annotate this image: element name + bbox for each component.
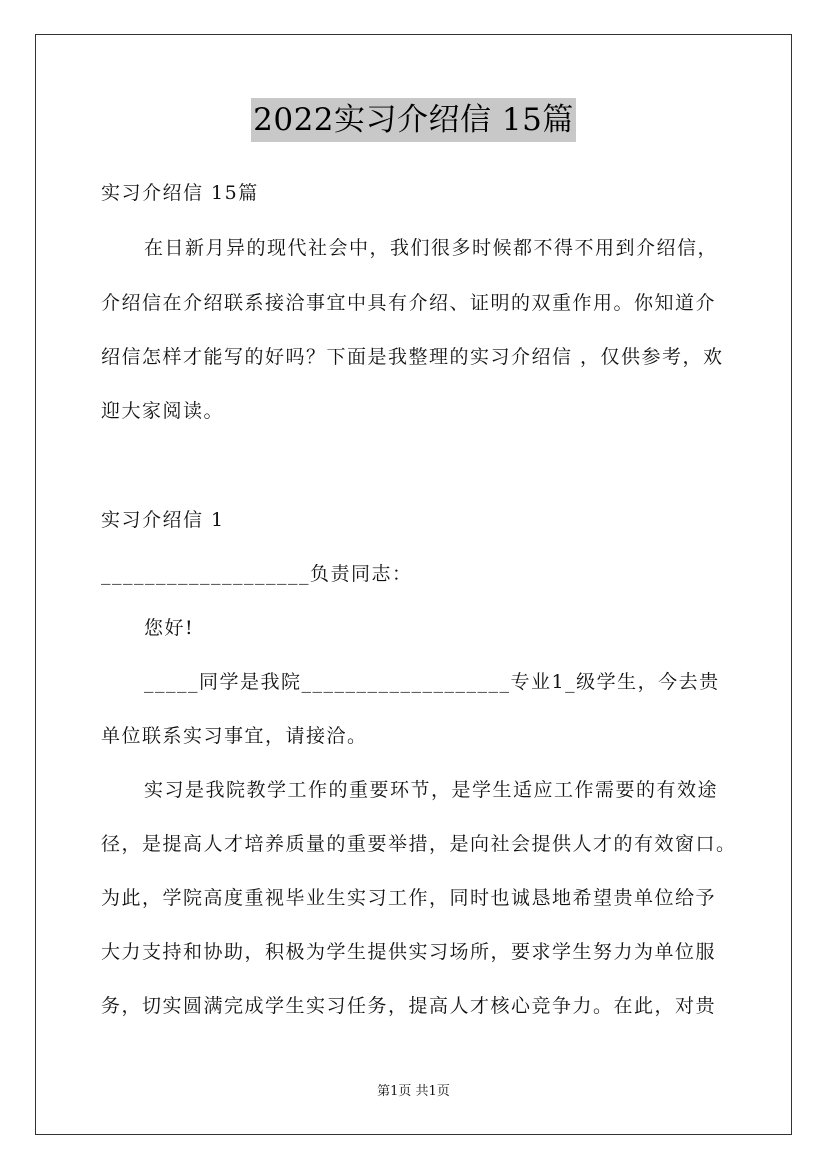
intro-line: 在日新月异的现代社会中，我们很多时候都不得不用到介绍信， [144,237,719,259]
body-line: 单位联系实习事宜，请接洽。 [101,725,368,747]
title-container [0,98,827,142]
intro-line: 迎大家阅读。 [101,400,225,422]
intro-line: 介绍信在介绍联系接洽事宜中具有介绍、证明的双重作用。你知道介 [101,292,717,314]
body-line: 务，切实圆满完成学生实习任务，提高人才核心竞争力。在此，对贵 [101,995,717,1017]
body-line: 实习是我院教学工作的重要环节，是学生适应工作需要的有效途 [144,779,719,801]
body-line: 径，是提高人才培养质量的重要举措，是向社会提供人才的有效窗口。 [101,833,737,855]
document-title: 2022实习介绍信 15篇 [251,98,576,142]
body-line: 为此，学院高度重视毕业生实习工作，同时也诚恳地希望贵单位给予 [101,887,717,909]
body-line: _____同学是我院___________________专业1_级学生，今去贵 [144,671,720,693]
intro-line: 绍信怎样才能写的好吗？下面是我整理的实习介绍信 ，仅供参考，欢 [101,346,724,368]
salutation: ___________________负责同志： [101,563,413,585]
greeting: 您好! [144,617,195,639]
document-subtitle: 实习介绍信 15篇 [101,182,259,204]
section-heading: 实习介绍信 1 [101,509,225,531]
page-footer: 第1页 共1页 [377,1084,450,1099]
body-line: 大力支持和协助，积极为学生提供实习场所，要求学生努力为单位服 [101,941,717,963]
